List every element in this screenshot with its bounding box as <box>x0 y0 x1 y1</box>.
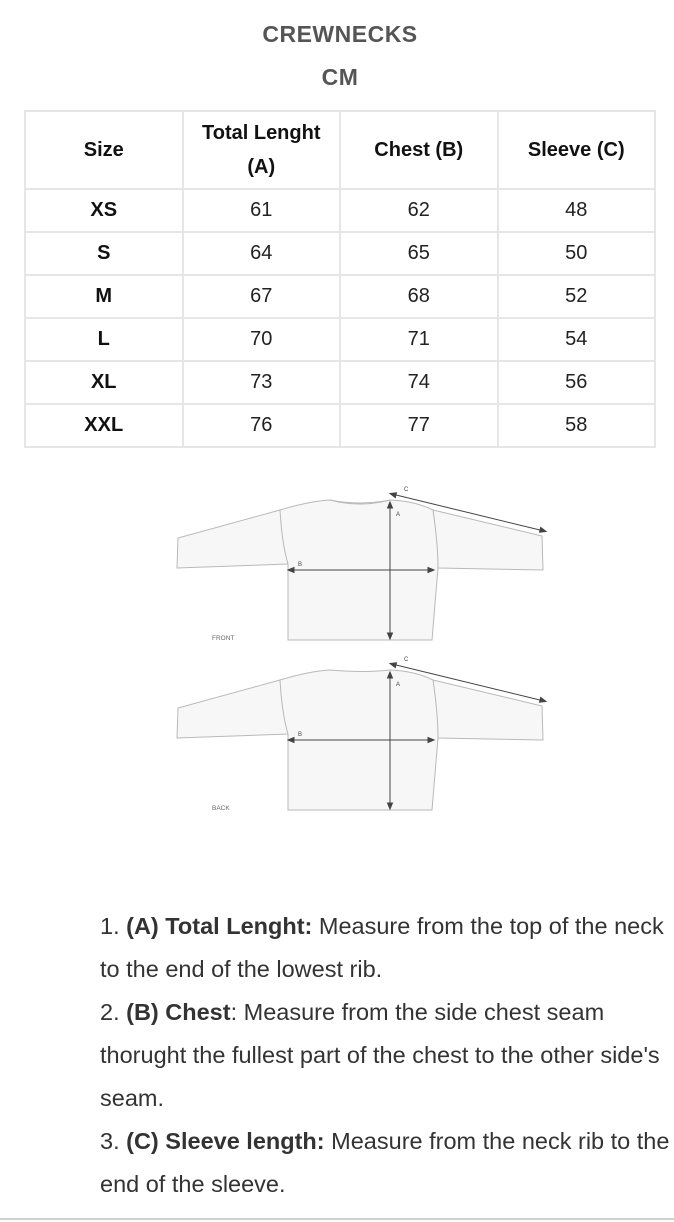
chest-cell: 74 <box>340 361 498 404</box>
measure-c-label: C <box>404 487 409 493</box>
table-row <box>25 318 655 361</box>
bottom-divider <box>0 1218 674 1220</box>
table-header-row <box>25 111 655 189</box>
note-text: Measure from the neck rib to the end of the sleeve. <box>100 1128 670 1197</box>
sleeve-cell: 52 <box>498 275 656 318</box>
front-garment-svg <box>170 484 560 654</box>
note-text: : Measure from the side chest seam thorught the fullest part of the chest to the other side's seam. <box>100 999 660 1111</box>
chest-cell: 68 <box>340 275 498 318</box>
chest-cell: 71 <box>340 318 498 361</box>
measure-c-arrow-right <box>540 527 547 532</box>
measure-c-arrow-left <box>390 663 397 668</box>
right-sleeve-shape <box>433 510 543 570</box>
back-garment-svg <box>170 654 560 824</box>
sleeve-cell: 56 <box>498 361 656 404</box>
sleeve-cell: 58 <box>498 404 656 447</box>
total-length-cell: 67 <box>183 275 341 318</box>
left-sleeve-shape <box>177 510 288 568</box>
header-total-length-line1: Total Lenght <box>202 122 321 144</box>
note-term: (C) Sleeve length: <box>126 1128 325 1154</box>
sleeve-cell: 54 <box>498 318 656 361</box>
front-garment-diagram <box>170 484 560 654</box>
header-total-length <box>183 111 341 189</box>
unit-label: CM <box>321 64 359 90</box>
table-row <box>25 232 655 275</box>
header-total-length-line2: (A) <box>247 156 276 178</box>
measure-c-label: C <box>404 657 409 663</box>
note-number: 1. <box>100 913 120 939</box>
total-length-cell: 64 <box>183 232 341 275</box>
total-length-cell: 70 <box>183 318 341 361</box>
total-length-cell: 61 <box>183 189 341 232</box>
size-cell: XL <box>25 361 183 404</box>
chest-cell: 77 <box>340 404 498 447</box>
measure-b-label: B <box>298 562 303 568</box>
measure-b-label: B <box>298 732 303 738</box>
note-term: (B) Chest <box>126 999 231 1025</box>
table-row <box>25 361 655 404</box>
total-length-cell: 76 <box>183 404 341 447</box>
chest-cell: 62 <box>340 189 498 232</box>
header-sleeve: Sleeve (C) <box>498 111 656 189</box>
size-cell: XS <box>25 189 183 232</box>
measure-c-arrow-left <box>390 493 397 498</box>
table-row <box>25 189 655 232</box>
size-table <box>24 110 656 448</box>
measure-a-label: A <box>396 512 401 518</box>
note-number: 2. <box>100 999 120 1025</box>
measure-a-label: A <box>396 682 401 688</box>
note-number: 3. <box>100 1128 120 1154</box>
back-label: BACK <box>212 805 230 812</box>
size-cell: L <box>25 318 183 361</box>
note-item <box>100 991 670 1120</box>
measure-c-arrow-right <box>540 697 547 702</box>
front-label: FRONT <box>212 635 235 642</box>
size-cell: XXL <box>25 404 183 447</box>
size-cell: S <box>25 232 183 275</box>
note-item <box>100 1120 670 1206</box>
back-garment-diagram <box>170 654 560 824</box>
measurement-notes <box>100 905 670 1206</box>
page-title: CREWNECKS <box>262 21 418 47</box>
note-text: Measure from the top of the neck to the end of the lowest rib. <box>100 913 664 982</box>
left-sleeve-shape <box>177 680 288 738</box>
right-sleeve-shape <box>433 680 543 740</box>
header-size: Size <box>25 111 183 189</box>
size-cell: M <box>25 275 183 318</box>
sleeve-cell: 50 <box>498 232 656 275</box>
table-row <box>25 404 655 447</box>
total-length-cell: 73 <box>183 361 341 404</box>
chest-cell: 65 <box>340 232 498 275</box>
header-chest: Chest (B) <box>340 111 498 189</box>
note-item <box>100 905 670 991</box>
note-term: (A) Total Lenght: <box>126 913 313 939</box>
table-row <box>25 275 655 318</box>
sleeve-cell: 48 <box>498 189 656 232</box>
